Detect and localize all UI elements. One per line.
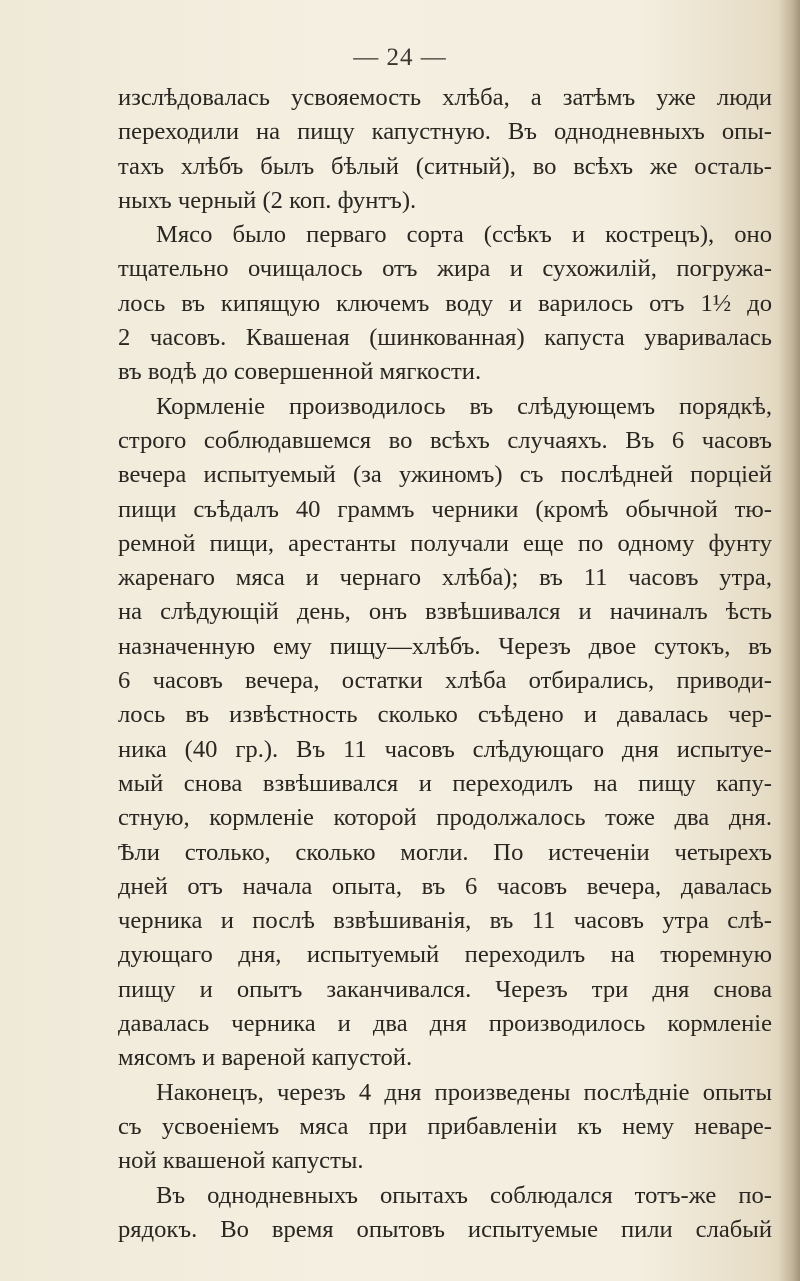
text-line: Въ однодневныхъ опытахъ соблюдался тотъ-же по-	[156, 1181, 772, 1209]
text-line: на слѣдующій день, онъ взвѣшивался и начиналъ ѣсть	[118, 598, 772, 626]
text-line: Кормленіе производилось въ слѣдующемъ порядкѣ,	[156, 392, 772, 420]
text-line: строго соблюдавшемся во всѣхъ случаяхъ. Въ 6 часовъ	[118, 426, 772, 454]
text-line: назначенную ему пищу—хлѣбъ. Черезъ двое сутокъ, въ	[118, 632, 772, 660]
page-number: — 24 —	[353, 44, 447, 71]
text-line: давалась черника и два дня производилось кормленіе	[118, 1010, 772, 1038]
text-line: Мясо было перваго сорта (ссѣкъ и кострецъ), оно	[156, 221, 772, 249]
text-line: пищи съѣдалъ 40 граммъ черники (кромѣ обычной тю-	[118, 495, 772, 523]
text-line: переходили на пищу капустную. Въ однодневныхъ опы-	[118, 118, 772, 146]
text-line: стную, кормленіе которой продолжалось тоже два дня.	[118, 804, 772, 832]
text-line: дней отъ начала опыта, въ 6 часовъ вечера, давалась	[118, 872, 772, 900]
text-line: Ѣли столько, сколько могли. По истеченіи четырехъ	[118, 838, 772, 866]
text-line: тахъ хлѣбъ былъ бѣлый (ситный), во всѣхъ же осталь-	[118, 152, 772, 180]
body-text	[118, 81, 772, 1247]
text-line: Наконецъ, черезъ 4 дня произведены послѣдніе опыты	[156, 1078, 772, 1106]
text-line: съ усвоеніемъ мяса при прибавленіи къ нему неваре-	[118, 1112, 772, 1140]
text-line: рядокъ. Во время опытовъ испытуемые пили слабый	[118, 1215, 772, 1243]
text-line: изслѣдовалась усвояемость хлѣба, а затѣмъ уже люди	[118, 84, 772, 111]
text-line: 6 часовъ вечера, остатки хлѣба отбирались, приводи-	[118, 667, 772, 695]
text-line: лось въ извѣстность сколько съѣдено и давалась чер-	[118, 701, 772, 729]
text-line: вечера испытуемый (за ужиномъ) съ послѣдней порціей	[118, 461, 772, 489]
text-line: ремной пищи, арестанты получали еще по одному фунту	[118, 529, 772, 557]
page-edge-shadow	[778, 0, 800, 1281]
text-line: черника и послѣ взвѣшиванія, въ 11 часовъ утра слѣ-	[118, 907, 772, 935]
text-line: лось въ кипящую ключемъ воду и варилось отъ 1½ до	[118, 289, 772, 317]
text-line: ной квашеной капусты.	[118, 1147, 364, 1175]
text-line: мясомъ и вареной капустой.	[118, 1044, 413, 1072]
text-line: пищу и опытъ заканчивался. Черезъ три дня снова	[118, 975, 772, 1003]
text-line: въ водѣ до совершенной мягкости.	[118, 358, 482, 386]
text-line: ныхъ черный (2 коп. фунтъ).	[118, 186, 417, 214]
text-line: 2 часовъ. Квашеная (шинкованная) капуста уваривалась	[118, 324, 772, 352]
text-line: дующаго дня, испытуемый переходилъ на тюремную	[118, 941, 772, 969]
text-line: тщательно очищалось отъ жира и сухожилій, погружа-	[118, 255, 772, 283]
text-line: мый снова взвѣшивался и переходилъ на пищу капу-	[118, 769, 772, 797]
text-line: ника (40 гр.). Въ 11 часовъ слѣдующаго дня испытуе-	[118, 735, 772, 763]
text-line: жаренаго мяса и чернаго хлѣба); въ 11 часовъ утра,	[118, 564, 772, 592]
